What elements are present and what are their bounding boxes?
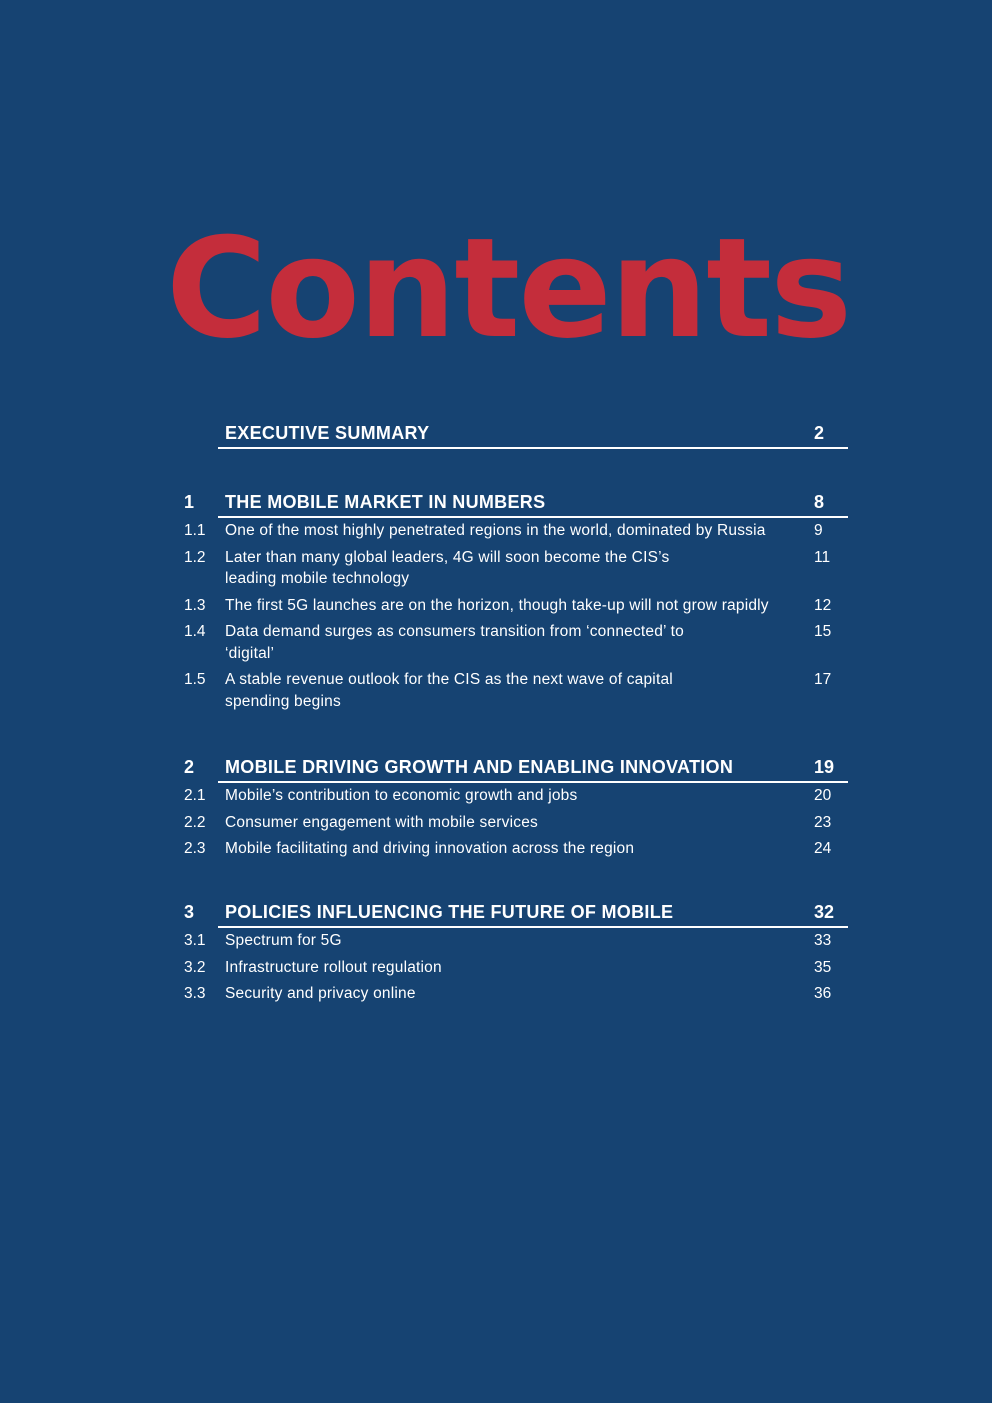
item-page-number: 15	[814, 623, 832, 640]
item-page-number: 9	[814, 522, 823, 539]
section-divider	[218, 781, 848, 783]
section-number: 2	[184, 757, 195, 777]
toc-section-1	[0, 488, 992, 717]
toc-item-list	[0, 520, 992, 712]
item-page-number: 36	[814, 985, 832, 1002]
toc-item[interactable]	[0, 983, 992, 1005]
item-page-number: 17	[814, 671, 832, 688]
item-page-number: 12	[814, 596, 832, 614]
item-title[interactable]: Data demand surges as consumers transition from ‘connected’ to ‘digital’	[225, 623, 684, 662]
item-title[interactable]: One of the most highly penetrated regions in the world, dominated by Russia	[225, 522, 766, 539]
toc-item[interactable]	[0, 669, 992, 712]
section-page-number: 32	[814, 902, 835, 922]
item-number: 3.2	[184, 958, 206, 976]
item-page-number: 23	[814, 813, 832, 831]
section-page-number: 19	[814, 757, 835, 777]
item-number: 1.1	[184, 522, 206, 539]
toc-item[interactable]	[0, 930, 992, 952]
item-title[interactable]: Later than many global leaders, 4G will soon become the CIS’s leading mobile technology	[225, 548, 670, 587]
item-number: 2.2	[184, 813, 206, 831]
section-divider	[218, 516, 848, 518]
toc-section-2	[0, 753, 992, 865]
item-number: 3.1	[184, 932, 206, 949]
toc-section-header[interactable]	[0, 898, 992, 926]
item-page-number: 35	[814, 958, 832, 976]
toc-section-header[interactable]	[0, 753, 992, 781]
item-page-number: 11	[814, 548, 831, 566]
section-title[interactable]: THE MOBILE MARKET IN NUMBERS	[225, 492, 546, 512]
item-title[interactable]: Mobile facilitating and driving innovation across the region	[225, 840, 635, 857]
item-title[interactable]: Security and privacy online	[225, 985, 416, 1002]
section-divider	[218, 447, 848, 449]
section-divider	[218, 926, 848, 928]
page-title: Contents	[166, 208, 851, 369]
toc-section-3	[0, 898, 992, 1010]
section-title[interactable]: EXECUTIVE SUMMARY	[225, 423, 430, 443]
item-number: 2.1	[184, 787, 206, 804]
section-title[interactable]: MOBILE DRIVING GROWTH AND ENABLING INNOVATION	[225, 757, 734, 777]
toc-item[interactable]	[0, 595, 992, 617]
toc-section-executive-summary	[0, 419, 992, 447]
item-title[interactable]: Spectrum for 5G	[225, 932, 342, 949]
item-number: 1.4	[184, 623, 206, 640]
toc-section-header[interactable]	[0, 419, 992, 447]
toc-item[interactable]	[0, 957, 992, 979]
item-number: 1.2	[184, 548, 206, 566]
item-title[interactable]: Mobile’s contribution to economic growth and jobs	[225, 787, 578, 804]
item-title[interactable]: A stable revenue outlook for the CIS as the next wave of capital spending begins	[225, 671, 673, 710]
item-page-number: 33	[814, 932, 832, 949]
item-number: 2.3	[184, 840, 206, 857]
section-page-number: 2	[814, 423, 825, 443]
toc-item[interactable]	[0, 520, 992, 542]
toc-item-list	[0, 930, 992, 1005]
toc-item[interactable]	[0, 785, 992, 807]
toc-item[interactable]	[0, 621, 992, 664]
section-number: 1	[184, 492, 195, 512]
section-number: 3	[184, 902, 195, 922]
item-number: 1.5	[184, 671, 206, 688]
item-page-number: 24	[814, 840, 832, 857]
item-number: 1.3	[184, 596, 206, 614]
section-title[interactable]: POLICIES INFLUENCING THE FUTURE OF MOBILE	[225, 902, 674, 922]
item-number: 3.3	[184, 985, 206, 1002]
item-title[interactable]: Consumer engagement with mobile services	[225, 813, 538, 831]
toc-item[interactable]	[0, 838, 992, 860]
toc-item[interactable]	[0, 812, 992, 834]
toc-item-list	[0, 785, 992, 860]
item-title[interactable]: Infrastructure rollout regulation	[225, 958, 442, 976]
item-title[interactable]: The first 5G launches are on the horizon, though take-up will not grow rapidly	[225, 596, 769, 614]
item-page-number: 20	[814, 787, 832, 804]
toc-section-header[interactable]	[0, 488, 992, 516]
section-page-number: 8	[814, 492, 825, 512]
toc-item[interactable]	[0, 547, 992, 590]
